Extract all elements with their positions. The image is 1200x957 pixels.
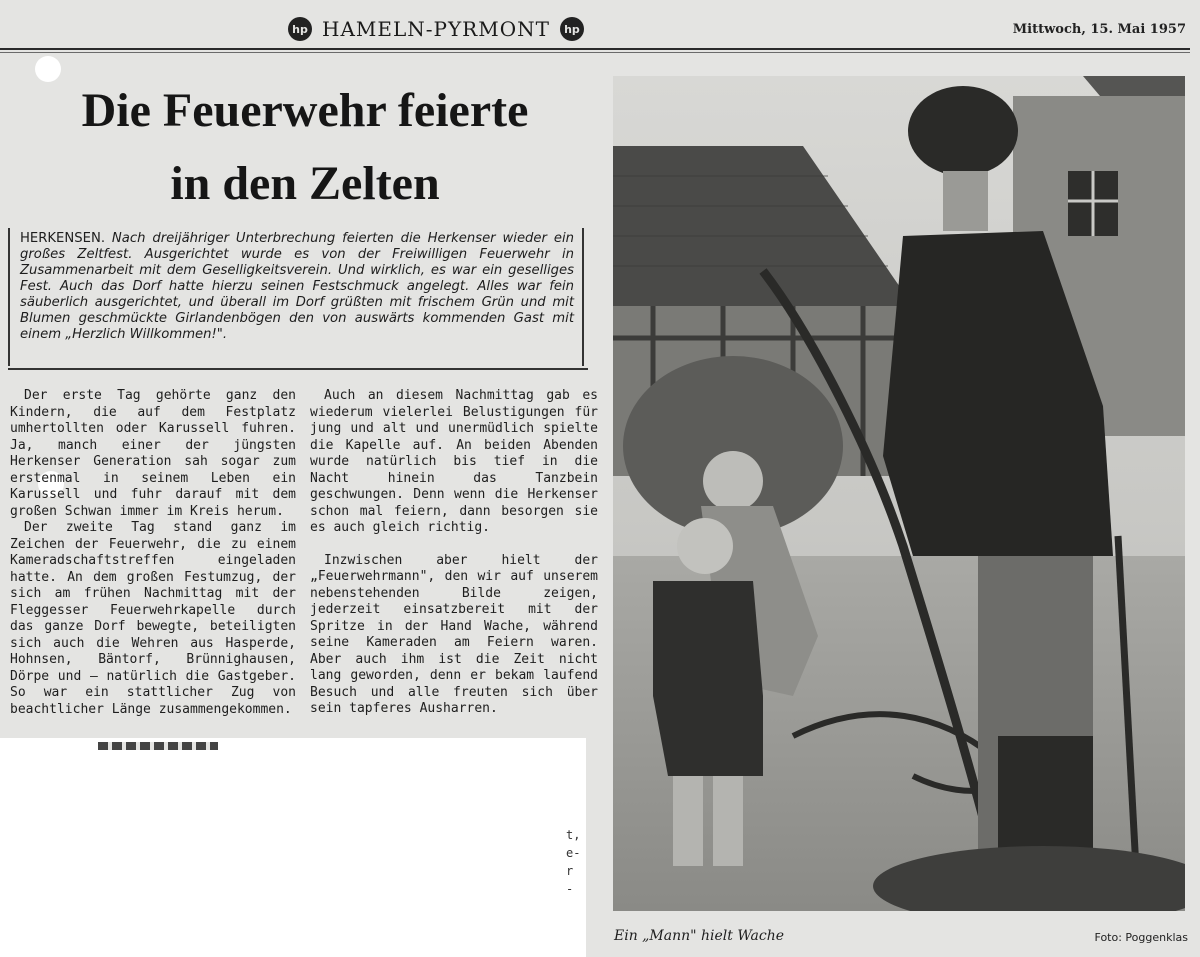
fragment-text: e- [566, 846, 581, 860]
fragment-text: - [566, 882, 574, 896]
cut-out-area [0, 738, 592, 957]
section-name: HAMELN-PYRMONT [322, 17, 550, 41]
headline-line-1: Die Feuerwehr feierte [81, 84, 529, 137]
lead-paragraph [20, 231, 574, 343]
article-column-2 [310, 388, 598, 718]
article-headline [10, 74, 600, 220]
fragment-text: r [566, 864, 574, 878]
headline-line-2: in den Zelten [170, 157, 440, 210]
masthead-section [288, 14, 584, 44]
lead-box-rule [8, 368, 588, 370]
masthead-rule [0, 48, 1190, 50]
lead-text: Nach dreijähriger Unterbrechung feierten die Herkenser wieder ein großes Zeltfest. Ausgerichtet wurde es von der Freiwilligen Feuerwehr in Zusammenarbeit mit dem Geselligkeitsverein. Und wirklich, es war ein geselliges Fest. Auch das Dorf hatte hierzu seinen Festschmuck angelegt. Alles war fein säuberlich ausgerichtet, und überall im Dorf grüßten mit frischem Grün und mit Blumen geschmückte Girlandenbögen den von auswärts kommenden Gast mit einem „Herzlich Willkommen!". [20, 231, 574, 342]
small-child-jacket [653, 581, 763, 776]
hp-logo-icon: hp [560, 17, 584, 41]
article-column-1 [10, 388, 296, 718]
masthead [0, 8, 1200, 48]
photo-caption: Ein „Mann" hielt Wache [614, 928, 785, 944]
small-child-head [677, 518, 733, 574]
article-lead [8, 228, 584, 366]
cut-headline-fragment [98, 742, 218, 750]
lead-dateline: HERKENSEN. [20, 231, 106, 246]
helmet [908, 86, 1018, 176]
hp-logo-icon: hp [288, 17, 312, 41]
cut-column-fragments [566, 826, 590, 898]
scarecrow-face [943, 171, 988, 231]
body-paragraph: Auch an diesem Nachmittag gab es wiederum vielerlei Belustigungen für jung und alt und unermüdlich spielte die Kapelle auf. An beiden Abenden wurde natürlich bis tief in die Nacht hinein das Tanzbein geschwungen. Denn wenn die Herkenser schon mal feiern, dann besorgen sie es auch gleich richtig. [310, 388, 598, 535]
child-head [703, 451, 763, 511]
issue-date: Mittwoch, 15. Mai 1957 [1012, 22, 1186, 37]
fragment-text: t, [566, 828, 581, 842]
body-paragraph: Der zweite Tag stand ganz im Zeichen der Feuerwehr, die zu einem Kameradschaftstreffen eingeladen hatte. An dem großen Festumzug, der sich am frühen Nachmittag mit der Fleggesser Feuerwehrkapelle durch das ganze Dorf bewegte, beteiligten sich auch die Wehren aus Hasperde, Hohnsen, Bäntorf, Brünnighausen, Dörpe und — natürlich die Gastgeber. So war ein stattlicher Zug von beachtlicher Länge zusammengekommen. [10, 520, 296, 717]
body-paragraph: Inzwischen aber hielt der „Feuerwehrmann", den wir auf unserem nebenstehenden Bilde zeigen, jederzeit einsatzbereit mit der Spritze in der Hand Wache, während seine Kameraden am Feiern waren. Aber auch ihm ist die Zeit nicht lang geworden, denn er bekam laufend Besuch und alle freuten sich über sein tapferes Ausharren. [310, 552, 598, 716]
photo-credit: Foto: Poggenklas [1094, 931, 1188, 944]
masthead-rule-thin [0, 52, 1190, 53]
photo-illustration [613, 76, 1185, 911]
news-photo [613, 76, 1185, 911]
body-paragraph: Der erste Tag gehörte ganz den Kindern, die auf dem Festplatz umhertollten oder Karussell fuhren. Ja, manch einer der jüngsten Herkenser Generation sah sogar zum erstenmal in seinem Leben ein Karussell und fuhr darauf mit dem großen Schwan immer im Kreis herum. [10, 388, 296, 519]
